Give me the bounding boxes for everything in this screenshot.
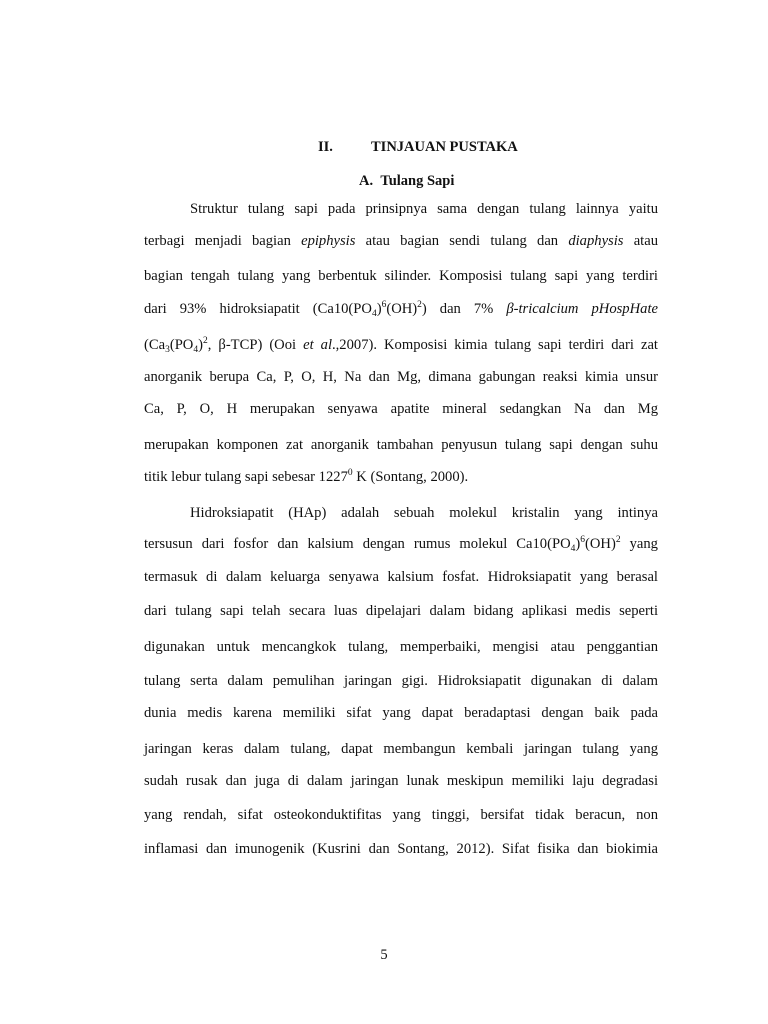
text-run: K (Sontang, 2000). <box>352 469 469 485</box>
superscript: 2 <box>615 535 621 545</box>
text-run: tersusun dari fosfor dan kalsium dengan rumus molekul Ca10(PO <box>144 536 571 552</box>
text-run: (OH) <box>386 301 418 317</box>
text-run: atau <box>623 233 658 249</box>
text-run: tulang serta dalam pemulihan jaringan gigi. Hidroksiapatit digunakan di dalam <box>144 673 658 689</box>
section-heading <box>359 173 454 190</box>
body-line <box>190 200 658 218</box>
subscript: 4 <box>193 345 199 355</box>
text-run: merupakan komponen zat anorganik tambahan penyusun tulang sapi dengan suhu <box>144 437 658 453</box>
text-run: ) <box>376 301 382 317</box>
chapter-title: TINJAUAN PUSTAKA <box>371 139 518 155</box>
superscript: 6 <box>580 535 585 545</box>
text-run: bagian tengah tulang yang berbentuk silinder. Komposisi tulang sapi yang terdiri <box>144 268 658 284</box>
text-run: , β-TCP) (Ooi <box>207 337 304 353</box>
body-line <box>144 400 658 418</box>
text-run: termasuk di dalam keluarga senyawa kalsium fosfat. Hidroksiapatit yang berasal <box>144 569 658 585</box>
body-line <box>144 300 658 318</box>
body-line <box>144 672 658 690</box>
text-run: inflamasi dan imunogenik (Kusrini dan Sontang, 2012). Sifat fisika dan biokimia <box>144 841 658 857</box>
text-run: sudah rusak dan juga di dalam jaringan lunak meskipun memiliki laju degradasi <box>144 773 658 789</box>
superscript: 0 <box>347 468 353 478</box>
text-run: (PO <box>169 337 194 353</box>
italic-text: epiphysis <box>301 233 356 249</box>
body-line <box>144 368 658 386</box>
text-run: titik lebur tulang sapi sebesar 1227 <box>144 469 348 485</box>
italic-text: diaphysis <box>568 233 624 249</box>
body-line <box>144 740 658 758</box>
text-run: .,2007). Komposisi kimia tulang sapi terdiri dari zat <box>332 337 658 353</box>
text-run: Ca, P, O, H merupakan senyawa apatite mineral sedangkan Na dan Mg <box>144 401 658 417</box>
body-line <box>144 267 658 285</box>
text-run: digunakan untuk mencangkok tulang, memperbaiki, mengisi atau penggantian <box>144 639 658 655</box>
text-run: dari tulang sapi telah secara luas dipelajari dalam bidang aplikasi medis seperti <box>144 603 658 619</box>
subscript: 4 <box>371 309 377 319</box>
superscript: 2 <box>417 300 422 310</box>
body-line <box>190 504 658 522</box>
chapter-number: II. <box>318 139 333 155</box>
text-run: (Ca <box>144 337 166 353</box>
body-line <box>144 772 658 790</box>
superscript: 2 <box>202 336 208 346</box>
text-run: dari 93% hidroksiapatit (Ca10(PO <box>144 301 372 317</box>
subscript: 3 <box>165 345 170 355</box>
body-line <box>144 840 658 858</box>
body-line <box>144 568 658 586</box>
text-run: ) <box>575 536 581 552</box>
text-run: ) dan 7% <box>421 301 507 317</box>
text-run: yang rendah, sifat osteokonduktifitas yang tinggi, bersifat tidak beracun, non <box>144 807 658 823</box>
superscript: 6 <box>381 300 387 310</box>
body-line <box>144 806 658 824</box>
subscript: 4 <box>570 544 576 554</box>
text-run: Struktur tulang sapi pada prinsipnya sama dengan tulang lainnya yaitu <box>190 201 658 217</box>
body-line <box>144 638 658 656</box>
body-line <box>144 535 658 553</box>
page-number: 5 <box>380 947 388 963</box>
body-line <box>144 704 658 722</box>
body-line <box>144 336 658 354</box>
italic-text: et al <box>303 337 332 353</box>
text-run: yang <box>620 536 658 552</box>
text-run: Hidroksiapatit (HAp) adalah sebuah molekul kristalin yang intinya <box>190 505 658 521</box>
section-title: Tulang Sapi <box>380 173 455 189</box>
text-run: atau bagian sendi tulang dan <box>355 233 569 249</box>
body-line <box>144 436 658 454</box>
text-run: dunia medis karena memiliki sifat yang dapat beradaptasi dengan baik pada <box>144 705 658 721</box>
section-label: A. <box>359 173 374 189</box>
text-run: jaringan keras dalam tulang, dapat membangun kembali jaringan tulang yang <box>144 741 658 757</box>
italic-text: β-tricalcium pHospHate <box>506 301 658 317</box>
text-run: (OH) <box>585 536 616 552</box>
body-line <box>144 602 658 620</box>
body-line <box>144 232 658 250</box>
text-run: ) <box>198 337 203 353</box>
text-run: anorganik berupa Ca, P, O, H, Na dan Mg, dimana gabungan reaksi kimia unsur <box>144 369 658 385</box>
text-run: terbagi menjadi bagian <box>144 233 302 249</box>
body-line <box>144 468 658 486</box>
